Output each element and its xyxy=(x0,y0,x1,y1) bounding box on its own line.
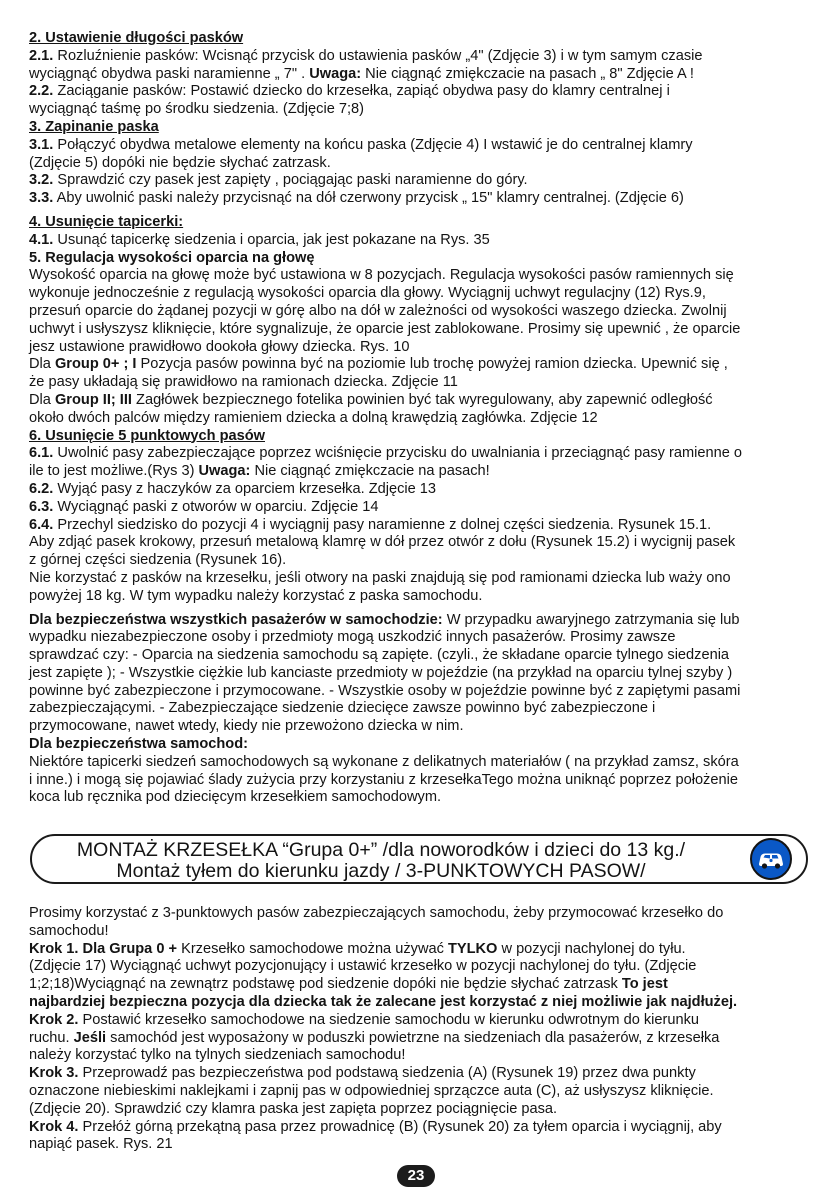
step-4 xyxy=(29,1119,814,1137)
text: Nie ciągnąć zmiękczacie na pasach! xyxy=(250,463,490,480)
installation-banner xyxy=(30,834,808,884)
text-line: sprawdzać czy: - Oparcia na siedzenia samochodu są zapięte. (czyli., że składane oparcie tylnego siedzenia xyxy=(29,647,730,664)
text-line: przymocowane, nawet wtedy, kiedy nie przewożono dziecka w nim. xyxy=(29,718,464,735)
banner-subtitle: Montaż tyłem do kierunku jazdy / 3-PUNKTOWYCH PASOW/ xyxy=(116,860,646,882)
text-line: około dwóch palców między ramieniem dziecka a dolną krawędzią zagłówka. Zdjęcie 12 xyxy=(29,409,598,426)
text: Przełóż górną przekątną pasa przez prowadnicę (B) (Rysunek 20) za tyłem oparcia i wyciągnij, aby xyxy=(78,1118,722,1135)
installation-steps xyxy=(29,905,814,1154)
car-glyph xyxy=(752,840,790,878)
safety-heading: Dla bezpieczeństwa wszystkich pasażerów w samochodzie: xyxy=(29,611,443,628)
step-6-2 xyxy=(29,481,814,499)
text: Krzesełko samochodowe można używać xyxy=(177,940,448,957)
banner-text xyxy=(32,840,730,882)
text: Zaciąganie pasków: Postawić dziecko do krzesełka, zapiąć obydwa pasy do klamry centralnej i xyxy=(53,83,670,100)
text: Uwolnić pasy zabezpieczające poprzez wciśnięcie przycisku do uwalniania i przeciągnąć pasy ramienne o xyxy=(53,445,743,462)
text: W przypadku awaryjnego zatrzymania się lub xyxy=(442,611,740,628)
text-line: Prosimy korzystać z 3-punktowych pasów zabezpieczających samochodu, żeby przymocować krzesełko do xyxy=(29,905,724,921)
text-line: przesuń oparcie do żądanej pozycji w górę albo na dół w zależności od wysokości waszego dziecka. Zwolnij xyxy=(29,302,727,319)
step-4-1 xyxy=(29,232,814,250)
step-number: 3.3. xyxy=(29,190,54,207)
emphasis: Jeśli xyxy=(73,1029,107,1046)
text: Dla xyxy=(29,391,55,408)
text-line: że pasy układają się prawidłowo na ramionach dziecka. Zdjęcie 11 xyxy=(29,374,458,391)
step-6-4 xyxy=(29,517,814,535)
step-number: 6.3. xyxy=(29,498,54,515)
step-3-3 xyxy=(29,190,814,208)
warning-label: Uwaga: xyxy=(309,65,362,82)
text-line: powyżej 18 kg. W tym wypadku należy korzystać z paska samochodu. xyxy=(29,587,483,604)
rear-facing-car-icon xyxy=(750,838,792,880)
text: 1;2;18)Wyciągnąć na zewnątrz podstawę pod siedzenie dopóki nie będzie słychać zatrzask xyxy=(29,976,622,993)
warning-label: Uwaga: xyxy=(198,463,251,480)
text: samochód jest wyposażony w poduszki powietrzne na siedzeniach dla pasażerów, z krzesełka xyxy=(106,1029,720,1046)
text-line: powinne być zabezpieczone i przymocowane. - Wszystkie osoby w pojeździe powinne być z zapiętymi pasami xyxy=(29,682,741,699)
text-line: Nie korzystać z pasków na krzesełku, jeśli otwory na paski znajdują się pod ramionami dziecka lub waży ono xyxy=(29,569,731,586)
text-line: wyciągnąć taśmę po środku siedzenia. (Zdjęcie 7;8) xyxy=(29,101,365,118)
text-line: oznaczone niebieskimi naklejkami i zapnij pas w odpowiedniej sprzączce auta (C), aż usłyszysz kliknięcie. xyxy=(29,1082,714,1099)
text: Wyciągnąć paski z otworów w oparciu. Zdjęcie 14 xyxy=(53,498,379,515)
text-line: koca lub ręcznika pod dziecięcym krzesełkiem samochodowym. xyxy=(29,789,442,806)
emphasis: TYLKO xyxy=(447,940,498,957)
text-line: wypadku niezabezpieczone osoby i przedmioty mogą uszkodzić innych pasażerów. Prosimy zawsze xyxy=(29,629,676,646)
text: Usunąć tapicerkę siedzenia i oparcia, jak jest pokazane na Rys. 35 xyxy=(53,231,490,248)
text-line xyxy=(29,356,814,374)
text-line: samochodu! xyxy=(29,922,109,939)
text-line xyxy=(29,392,814,410)
text-line: (Zdjęcie 20). Sprawdzić czy klamra paska jest zapięta poprzez pociągnięcie pasa. xyxy=(29,1100,558,1117)
text-line xyxy=(29,976,814,994)
text-line: Wysokość oparcia na głowę może być ustawiona w 8 pozycjach. Regulacja wysokości pasów ramiennych się xyxy=(29,267,734,284)
text-line: Aby zdjąć pasek krokowy, przesuń metalową klamrę w dół przez otwór z dołu (Rysunek 15.2) i wycignij pasek xyxy=(29,534,736,551)
instructions-top xyxy=(29,30,814,807)
step-number: 4.1. xyxy=(29,231,54,248)
step-3-2 xyxy=(29,172,814,190)
text: Rozluźnienie pasków: Wcisnąć przycisk do ustawienia pasków „4" (Zdjęcie 3) i w tym samym czasie xyxy=(53,47,703,64)
text-line xyxy=(29,66,814,84)
safety-intro xyxy=(29,612,814,630)
step-number: 6.2. xyxy=(29,480,54,497)
section-4-heading: 4. Usunięcie tapicerki: xyxy=(29,213,184,230)
text-line: i inne.) i mogą się pojawiać ślady zużycia przy korzystaniu z krzesełkaTego można uniknąć poprzez położenie xyxy=(29,771,738,788)
step-number: 3.2. xyxy=(29,172,54,189)
text: Połączyć obydwa metalowe elementy na końcu paska (Zdjęcie 4) I wstawić je do centralnej klamry xyxy=(53,136,693,153)
section-2-heading: 2. Ustawienie długości pasków xyxy=(29,30,244,46)
step-number: 2.2. xyxy=(29,83,54,100)
text-line: wykonuje jednocześnie z regulacją wysokości oparcia dla głowy. Wyciągnij uchwyt regulacjny (12) Rys.9, xyxy=(29,285,706,302)
step-label: Krok 1. Dla Grupa 0 + xyxy=(29,940,178,957)
step-2 xyxy=(29,1012,814,1030)
step-number: 3.1. xyxy=(29,136,54,153)
text-line xyxy=(29,1030,814,1048)
step-number: 6.4. xyxy=(29,516,54,533)
section-3-heading: 3. Zapinanie paska xyxy=(29,118,159,135)
text: Pozycja pasów powinna być na poziomie lub trochę powyżej ramion dziecka. Upewnić się , xyxy=(136,356,728,373)
text-line: napiąć pasek. Rys. 21 xyxy=(29,1136,173,1153)
car-safety-heading: Dla bezpieczeństwa samochod: xyxy=(29,736,248,753)
text: Przeprowadź pas bezpieczeństwa pod podstawą siedzenia (A) (Rysunek 19) przez dwa punkty xyxy=(78,1065,696,1082)
emphasis-line: najbardziej bezpieczna pozycja dla dziecka tak że zalecane jest korzystać z niej możliwie jak najdłużej. xyxy=(29,993,738,1010)
text: Zagłówek bezpiecznego fotelika powinien być tak wyregulowany, aby zapewnić odległość xyxy=(131,391,713,408)
text-line: (Zdjęcie 17) Wyciągnąć uchwyt pozycjonujący i ustawić krzesełko w pozycji nachylonej do tyłu. (Zdjęcie xyxy=(29,958,697,975)
step-2-2 xyxy=(29,83,814,101)
text-line: Niektóre tapicerki siedzeń samochodowych są wykonane z delikatnych materiałów ( na przykład zamsz, skóra xyxy=(29,753,739,770)
text: Postawić krzesełko samochodowe na siedzenie samochodu w kierunku odwrotnym do kierunku xyxy=(78,1011,700,1028)
text: w pozycji nachylonej do tyłu. xyxy=(497,940,686,957)
text-line: jesz ustawione prawidłowo dookoła głowy dziecka. Rys. 10 xyxy=(29,338,410,355)
text: Wyjąć pasy z haczyków za oparciem krzesełka. Zdjęcie 13 xyxy=(53,480,437,497)
text-line xyxy=(29,463,814,481)
text: Dla xyxy=(29,356,55,373)
section-6-heading: 6. Usunięcie 5 punktowych pasów xyxy=(29,427,265,444)
text: ruchu. xyxy=(29,1029,74,1046)
group-label: Group 0+ ; I xyxy=(54,356,137,373)
text: Nie ciągnąć zmiękczacie na pasach „ 8" Zdjęcie A ! xyxy=(361,65,694,82)
text-line: należy korzystać tylko na tylnych siedzeniach samochodu! xyxy=(29,1047,406,1064)
section-5-heading: 5. Regulacja wysokości oparcia na głowę xyxy=(29,249,315,266)
step-label: Krok 3. xyxy=(29,1065,79,1082)
text-line: jest zapięte ); - Wszystkie ciężkie lub kanciaste przedmioty w pojeździe (na przykład na oparciu tylnej szyby ) xyxy=(29,664,733,681)
text: Przechyl siedzisko do pozycji 4 i wyciągnij pasy naramienne z dolnej części siedzenia. Rysunek 15.1. xyxy=(53,516,712,533)
step-number: 2.1. xyxy=(29,47,54,64)
step-label: Krok 4. xyxy=(29,1118,79,1135)
emphasis: To jest xyxy=(621,976,668,993)
text: wyciągnąć obydwa paski naramienne „ 7" . xyxy=(29,65,310,82)
step-3-1 xyxy=(29,137,814,155)
group-label: Group II; III xyxy=(54,391,132,408)
text: Aby uwolnić paski należy przycisnąć na dół czerwony przycisk „ 15" klamry centralnej. (Zdjęcie 6) xyxy=(53,190,684,207)
text: Sprawdzić czy pasek jest zapięty , pociągając paski naramienne do góry. xyxy=(53,172,528,189)
step-label: Krok 2. xyxy=(29,1011,79,1028)
step-3 xyxy=(29,1065,814,1083)
page-number-badge: 23 xyxy=(397,1165,435,1187)
step-1 xyxy=(29,941,814,959)
text-line: uchwyt i usłyszysz kliknięcie, które sygnalizuje, że oparcie jest zablokowane. Prosimy się upewnić , że oparcie xyxy=(29,320,741,337)
text: ile to jest możliwe.(Rys 3) xyxy=(29,463,199,480)
step-number: 6.1. xyxy=(29,445,54,462)
step-6-1 xyxy=(29,445,814,463)
text-line: zabezpieczającymi. - Zabezpieczające siedzenie dziecięce zawsze powinno być zabezpieczone i xyxy=(29,700,656,717)
text-line: (Zdjęcie 5) dopóki nie będzie słychać zatrzask. xyxy=(29,154,331,171)
step-2-1 xyxy=(29,48,814,66)
text-line: z górnej części siedzenia (Rysunek 16). xyxy=(29,552,287,569)
step-6-3 xyxy=(29,499,814,517)
banner-title: MONTAŻ KRZESEŁKA “Grupa 0+” /dla noworodków i dzieci do 13 kg./ xyxy=(76,839,686,861)
